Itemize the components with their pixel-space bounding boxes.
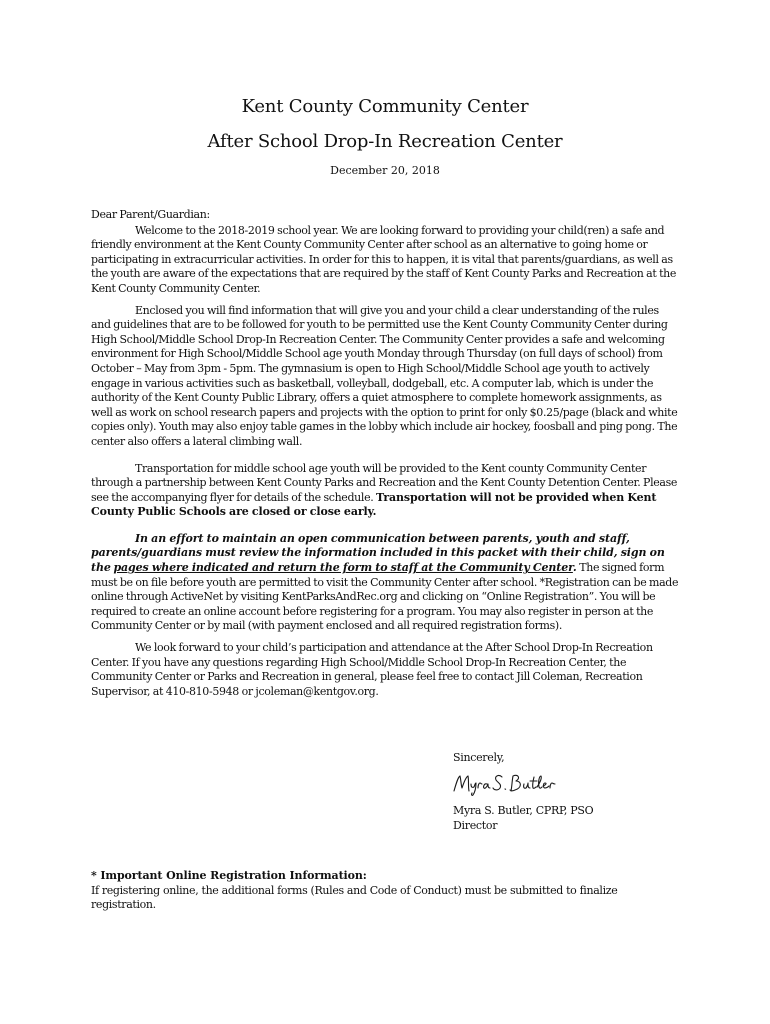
registration-text: The signed form must be on file before youth are permitted to visit the Community Center after school. *Registration can be made online through ActiveNet by visiting KentParksAndRec.org and clicking on “Online Registration”. You will be required to create an online account before registering for a program. You may also register in person at the Community Center or by mail (with payment enclosed and all required registration forms).	[91, 561, 679, 633]
registration-footnote	[91, 869, 681, 913]
paragraph-welcome: Welcome to the 2018-2019 school year. We are looking forward to providing your child(ren) a safe and friendly environment at the Kent County Community Center after school as an alternative to going home or participating in extracurricular activities. In order for this to happen, it is vital that parents/guardians, as well as the youth are aware of the expectations that are required by the staff of Kent County Parks and Recreation at the Kent County Community Center.	[91, 223, 677, 295]
paragraph-contact: We look forward to your child’s participation and attendance at the After School Drop-In Recreation Center. If you have any questions regarding High School/Middle School Drop-In Recreation Center, the Community Center or Parks and Recreation in general, please feel free to contact Jill Coleman, Recreation Supervisor, at 410-810-5948 or jcoleman@kentgov.org.	[91, 641, 653, 698]
letter-body	[91, 208, 681, 699]
sign-return-instruction: pages where indicated and return the form to staff at the Community Center	[113, 561, 573, 575]
letter-title: Kent County Community Center	[241, 96, 529, 117]
paragraph-transportation	[91, 462, 681, 520]
transportation-text: Transportation for middle school age youth will be provided to the Kent county Community Center through a partnership between Kent County Parks and Recreation and the Kent County Detention Center. Please see the accompanying flyer for details of the schedule.	[91, 461, 678, 504]
signer-name: Myra S. Butler, CPRP, PSO	[453, 804, 594, 817]
signer-title: Director	[453, 818, 498, 832]
paragraph-enclosed-info: Enclosed you will find information that will give you and your child a clear understanding of the rules and guidelines that are to be followed for youth to be permitted use the Kent County Community Center during High School/Middle School Drop-In Recreation Center. The Community Center provides a safe and welcoming environment for High School/Middle School age youth Monday through Thursday (on full days of school) from October – May from 3pm - 5pm. The gymnasium is open to High School/Middle School age youth to actively engage in various activities such as basketball, volleyball, dodgeball, etc. A computer lab, which is under the authority of the Kent County Public Library, offers a quiet atmosphere to complete homework assignments, as well as work on school research papers and projects with the option to print for only $0.25/page (black and white copies only). Youth may also enjoy table games in the lobby which include air hockey, foosball and ping pong. The center also offers a lateral climbing wall.	[91, 303, 678, 448]
closing: Sincerely,	[453, 751, 505, 764]
instruction-period: .	[572, 561, 577, 575]
footnote-text: If registering online, the additional forms (Rules and Code of Conduct) must be submitted to finalize registration.	[91, 883, 618, 912]
transportation-notice: Transportation will not be provided when Kent County Public Schools are closed or close early.	[91, 490, 657, 519]
letter-subtitle: After School Drop-In Recreation Center	[207, 131, 563, 152]
signer-block	[453, 804, 693, 833]
letter-date: December 20, 2018	[330, 164, 440, 177]
footnote-heading: * Important Online Registration Information:	[91, 869, 367, 882]
handwritten-signature	[451, 771, 571, 797]
salutation: Dear Parent/Guardian:	[91, 208, 210, 221]
review-instruction: In an effort to maintain an open communication between parents, youth and staff, parents/guardians must review the information included in this packet with their child, sign on the	[91, 531, 665, 575]
paragraph-registration	[91, 532, 681, 634]
